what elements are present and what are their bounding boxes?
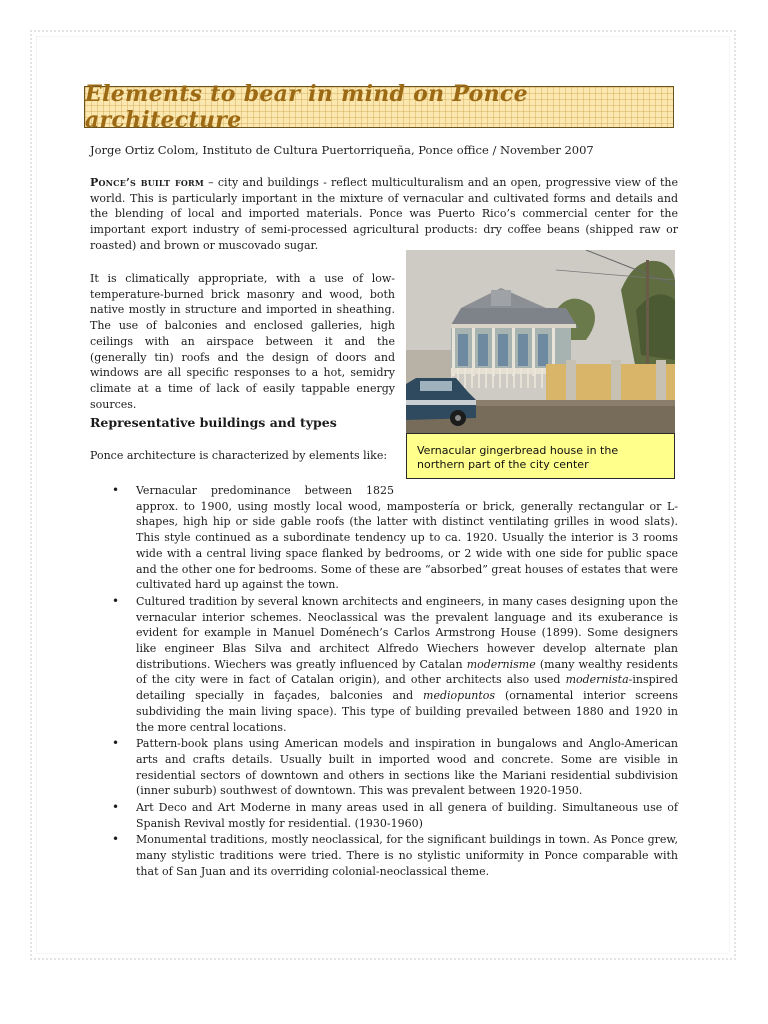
photo-caption: Vernacular gingerbread house in the northern part of the city center — [406, 433, 675, 479]
list-item-italic: mediopuntos — [423, 689, 496, 703]
climate-paragraph: It is climatically appropriate, with a use of low-temperature-burned brick masonry and wood, both native mostly in structure and imported in sheathing. The use of balconies and enclosed galleries, high ceilings with an airspace between it and the (generally tin) roofs and the design of doors and windows are all specific responses to a hot, semidry climate at a time of lack of easily tappable energy sources. — [90, 272, 395, 411]
document-title: Elements to bear in mind on Ponce architecture — [85, 81, 528, 133]
intro-paragraph — [90, 175, 678, 254]
house-photo — [406, 250, 675, 433]
list-item-art-deco: • Art Deco and Art Moderne in many areas used in all genera of building. Simultaneous use of Spanish Revival mostly for residential. (1930-1960) — [90, 800, 678, 831]
title-banner — [84, 81, 674, 133]
house-photo-illustration — [406, 250, 675, 433]
intro-text: – city and buildings - reflect multiculturalism and an open, progressive view of the world. This is particularly important in the mixture of vernacular and cultivated forms and details and the blending of local and imported materials. Ponce was Puerto Rico’s commercial center for the important export industry of semi-processed agricultural products: dry coffee beans (shipped raw or roasted) and brown or muscovado sugar. — [90, 176, 678, 252]
architecture-types-list — [90, 483, 678, 881]
list-item-cultured — [90, 594, 678, 735]
list-item-text: approx. to 1900, using mostly local wood, mampostería or brick, generally rectangular or L-shapes, high hip or side gable roofs (the latter with distinct ventilating grilles in wood slats). This style continued as a subordinate tendency up to ca. 1920. Usually the interior is 3 rooms wide with a central living space flanked by bedrooms, or 2 wide with one side for public space and the other one for bedrooms. Some of these are “absorbed” great houses of estates that were cultivated hard up against the town. — [136, 499, 678, 592]
author-byline: Jorge Ortiz Colom, Instituto de Cultura Puertorriqueña, Ponce office / November 2007 — [90, 143, 594, 157]
list-item-text: -inspired detailing specially in façades, balconies and — [136, 673, 678, 703]
intro-lead: Ponce’s built form — [90, 176, 204, 189]
section-heading: Representative buildings and types — [90, 415, 337, 430]
list-item-lead: • Vernacular predominance between 1825 — [136, 484, 394, 497]
list-item-pattern-book: • Pattern-book plans using American models and inspiration in bungalows and Anglo-American arts and crafts details. Usually built in imported wood and concrete. Some are visible in residential sectors of downtown and others in sections like the Mariani residential subdivision (inner suburb) southwest of downtown. This was prevalent between 1920-1950. — [90, 736, 678, 799]
list-item-monumental: • Monumental traditions, mostly neoclassical, for the significant buildings in town. As Ponce grew, many stylistic traditions were tried. There is no stylistic uniformity in Ponce comparable with that of San Juan and its overriding colonial-neoclassical theme. — [90, 832, 678, 879]
list-item-text: Cultured tradition by several known architects and engineers, in many cases designing upon the vernacular interior schemes. Neoclassical was the prevalent language and its exuberance is evident for example in Manuel Doménech’s Carlos Armstrong House (1899). Some designers like engineer Blas Silva and architect Alfredo Wiechers however develop alternate plan distributions. Wiechers was greatly influenced by Catalan — [136, 594, 678, 671]
list-item-text: (many wealthy residents of the city were in fact of Catalan origin), and other architects also used — [136, 657, 678, 687]
list-item-vernacular — [90, 483, 678, 593]
list-item-text: (ornamental interior screens subdividing the main living space). This type of building prevailed between 1880 and 1920 in the more central locations. — [136, 689, 678, 734]
list-item-italic: modernista — [565, 673, 629, 687]
section-intro: Ponce architecture is characterized by elements like: — [90, 449, 388, 462]
list-item-italic: modernisme — [466, 657, 536, 671]
